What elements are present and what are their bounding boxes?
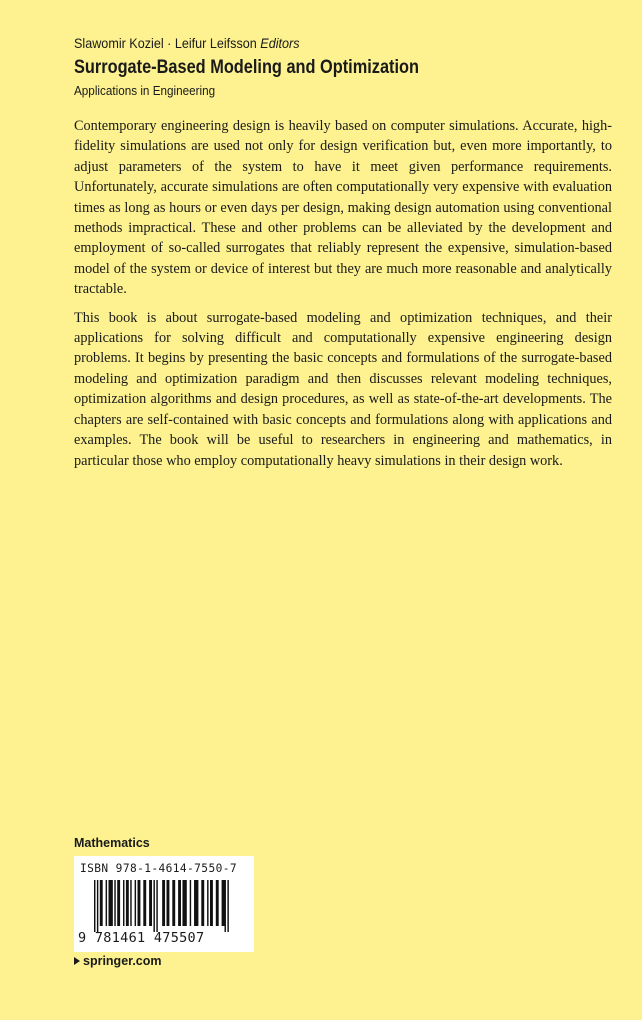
barcode-bar bbox=[167, 880, 170, 926]
barcode-bar bbox=[201, 880, 204, 926]
barcode-bar bbox=[138, 880, 141, 926]
publisher-website[interactable] bbox=[74, 954, 162, 968]
editor-names: Slawomir Koziel · Leifur Leifsson bbox=[74, 35, 257, 51]
barcode-bar bbox=[123, 880, 124, 926]
barcode-bar bbox=[216, 880, 219, 926]
barcode-bar bbox=[135, 880, 136, 926]
barcode-bar bbox=[117, 880, 120, 926]
barcode-bar bbox=[178, 880, 181, 926]
website-label: springer.com bbox=[83, 954, 162, 968]
barcode-bar bbox=[153, 880, 154, 932]
barcode-bar bbox=[109, 880, 113, 926]
ean-digits: 9 781461 475507 bbox=[78, 930, 205, 946]
barcode-bar bbox=[182, 880, 186, 926]
barcode-bar bbox=[225, 880, 226, 932]
barcode-bar bbox=[207, 880, 208, 926]
subject-category: Mathematics bbox=[74, 836, 150, 850]
isbn-barcode bbox=[74, 856, 254, 952]
barcode-bar bbox=[194, 880, 198, 926]
barcode-bar bbox=[162, 880, 165, 926]
barcode-bar bbox=[97, 880, 98, 932]
blurb-text bbox=[74, 116, 612, 479]
barcode-bar bbox=[156, 880, 157, 932]
barcode-bars bbox=[94, 880, 234, 932]
barcode-bar bbox=[149, 880, 152, 926]
barcode-bar bbox=[190, 880, 191, 926]
editors-role: Editors bbox=[260, 35, 300, 51]
barcode-bar bbox=[210, 880, 213, 926]
barcode-bar bbox=[222, 880, 225, 926]
barcode-bar bbox=[94, 880, 95, 932]
barcode-bar bbox=[114, 880, 115, 926]
barcode-bar bbox=[172, 880, 175, 926]
barcode-bar bbox=[143, 880, 146, 926]
blurb-paragraph-2: This book is about surrogate-based modeling and optimization techniques, and their applications for solving difficult and computationally expensive engineering design problems. It begins by presenting the basic concepts and formulations of the surrogate-based modeling and optimization paradigm and then discusses relevant modeling techniques, optimization algorithms and design procedures, as well as state-of-the-art developments. The chapters are self-contained with basic concepts and formulations along with applications and examples. The book will be useful to researchers in engineering and mathematics, in particular those who employ computationally heavy simulations in their design work. bbox=[74, 309, 612, 469]
cover-header bbox=[74, 34, 614, 99]
isbn-text: ISBN 978-1-4614-7550-7 bbox=[80, 862, 237, 875]
barcode-bar bbox=[126, 880, 129, 926]
barcode-bar bbox=[227, 880, 228, 932]
barcode-bar bbox=[130, 880, 131, 926]
editors-line bbox=[74, 34, 560, 52]
book-title: Surrogate-Based Modeling and Optimization bbox=[74, 57, 419, 78]
barcode-bar bbox=[106, 880, 107, 926]
book-subtitle: Applications in Engineering bbox=[74, 83, 216, 98]
arrow-right-icon bbox=[74, 957, 80, 965]
barcode-bar bbox=[100, 880, 103, 926]
blurb-paragraph-1: Contemporary engineering design is heavily based on computer simulations. Accurate, high-fidelity simulations are used not only for design verification but, even more importantly, to adjust parameters of the system to have it meet given performance requirements. Unfortunately, accurate simulations are often computationally very expensive with evaluation times as long as hours or even days per design, making design automation using conventional methods impractical. These and other problems can be alleviated by the development and employment of so-called surrogates that reliably represent the expensive, simulation-based model of the system or device of interest but they are much more reasonable and analytically tractable. bbox=[74, 118, 612, 298]
